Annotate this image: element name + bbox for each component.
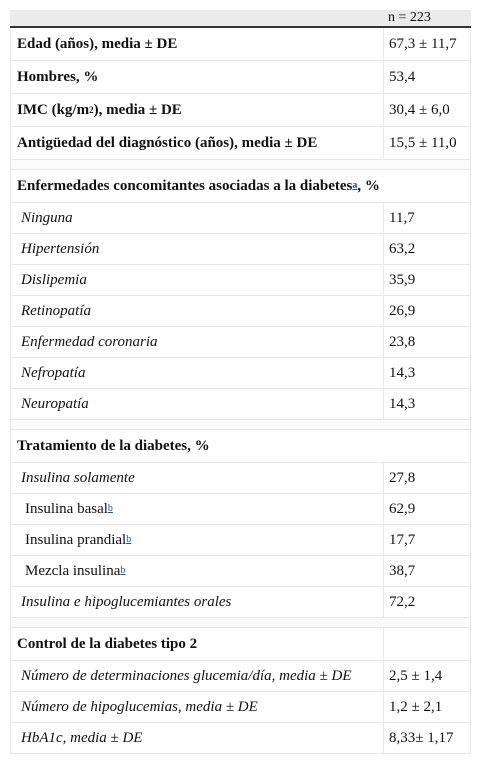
row-value: 27,8 (389, 469, 416, 486)
table-row (10, 203, 471, 234)
row-value: 62,9 (389, 500, 416, 517)
row-value: 2,5 ± 1,4 (389, 667, 443, 684)
comorbid-title-text: Enfermedades concomitantes asociadas a la diabetes (17, 177, 353, 194)
header-empty-cell (10, 10, 383, 26)
table-row (10, 661, 471, 692)
row-value: 72,2 (389, 593, 416, 610)
table-row-diagnosis-age (10, 127, 471, 160)
row-value: 17,7 (389, 531, 416, 548)
row-value: 15,5 ± 11,0 (389, 134, 457, 151)
row-label: Ninguna (11, 203, 384, 233)
table-row-age (10, 28, 471, 61)
section-title: Control de la diabetes tipo 2 (11, 628, 384, 660)
section-header-treatment (10, 430, 471, 463)
sub-label: Insulina basal (25, 500, 108, 517)
row-label: Número de determinaciones glucemia/día, media ± DE (11, 661, 384, 691)
row-value: 14,3 (389, 364, 416, 381)
sample-size-header: n = 223 (388, 10, 431, 25)
empty-cell (384, 628, 470, 660)
table-row-men (10, 61, 471, 94)
section-spacer (10, 160, 471, 170)
row-label: Enfermedad coronaria (11, 327, 384, 357)
row-label: IMC (kg/m 2 ), media ± DE (11, 94, 384, 126)
demographics-table (10, 10, 471, 754)
table-row (10, 265, 471, 296)
comorbid-title-suffix: , % (357, 177, 380, 194)
section-spacer (10, 420, 471, 430)
table-row-bmi (10, 94, 471, 127)
row-value: 53,4 (389, 68, 416, 85)
section-spacer (10, 618, 471, 628)
row-value: 23,8 (389, 333, 416, 350)
row-value: 38,7 (389, 562, 416, 579)
row-label: Neuropatía (11, 389, 384, 419)
table-row (10, 327, 471, 358)
row-label: Insulina prandial b (11, 525, 384, 555)
bmi-label-prefix: IMC (kg/m (17, 101, 90, 118)
row-label: Mezcla insulina b (11, 556, 384, 586)
row-label: Hombres, % (11, 61, 384, 93)
section-title: Enfermedades concomitantes asociadas a la diabetes a , % (17, 177, 380, 194)
section-header-comorbidities (10, 170, 471, 203)
row-value: 63,2 (389, 240, 416, 257)
table-row (10, 296, 471, 327)
sub-label: Insulina prandial (25, 531, 127, 548)
section-title: Tratamiento de la diabetes, % (17, 437, 210, 454)
row-value: 35,9 (389, 271, 416, 288)
row-value: 14,3 (389, 395, 416, 412)
row-value: 30,4 ± 6,0 (389, 101, 450, 118)
row-label: Número de hipoglucemias, media ± DE (11, 692, 384, 722)
row-label: Antigüedad del diagnóstico (años), media ± DE (11, 127, 384, 159)
row-label: Insulina solamente (11, 463, 384, 493)
row-value: 11,7 (389, 209, 415, 226)
row-label: Nefropatía (11, 358, 384, 388)
table-row-insulin-only (10, 463, 471, 494)
row-label: Retinopatía (11, 296, 384, 326)
bmi-label-suffix: ), media ± DE (93, 101, 182, 118)
table-row (10, 525, 471, 556)
sub-label: Mezcla insulina (25, 562, 121, 579)
row-value: 26,9 (389, 302, 416, 319)
section-header-control (10, 628, 471, 661)
table-header-row (10, 10, 471, 28)
row-label: Edad (años), media ± DE (11, 28, 384, 60)
row-value: 8,33± 1,17 (389, 729, 454, 746)
row-value: 1,2 ± 2,1 (389, 698, 443, 715)
table-row (10, 692, 471, 723)
table-row (10, 494, 471, 525)
row-label: HbA1c, media ± DE (11, 723, 384, 753)
table-row (10, 723, 471, 754)
row-label: Dislipemia (11, 265, 384, 295)
table-row (10, 358, 471, 389)
table-row (10, 234, 471, 265)
row-label: Hipertensión (11, 234, 384, 264)
table-row-insulin-oral (10, 587, 471, 618)
row-label: Insulina basal b (11, 494, 384, 524)
row-label: Insulina e hipoglucemiantes orales (11, 587, 384, 617)
table-row (10, 556, 471, 587)
row-value: 67,3 ± 11,7 (389, 35, 457, 52)
table-row (10, 389, 471, 420)
